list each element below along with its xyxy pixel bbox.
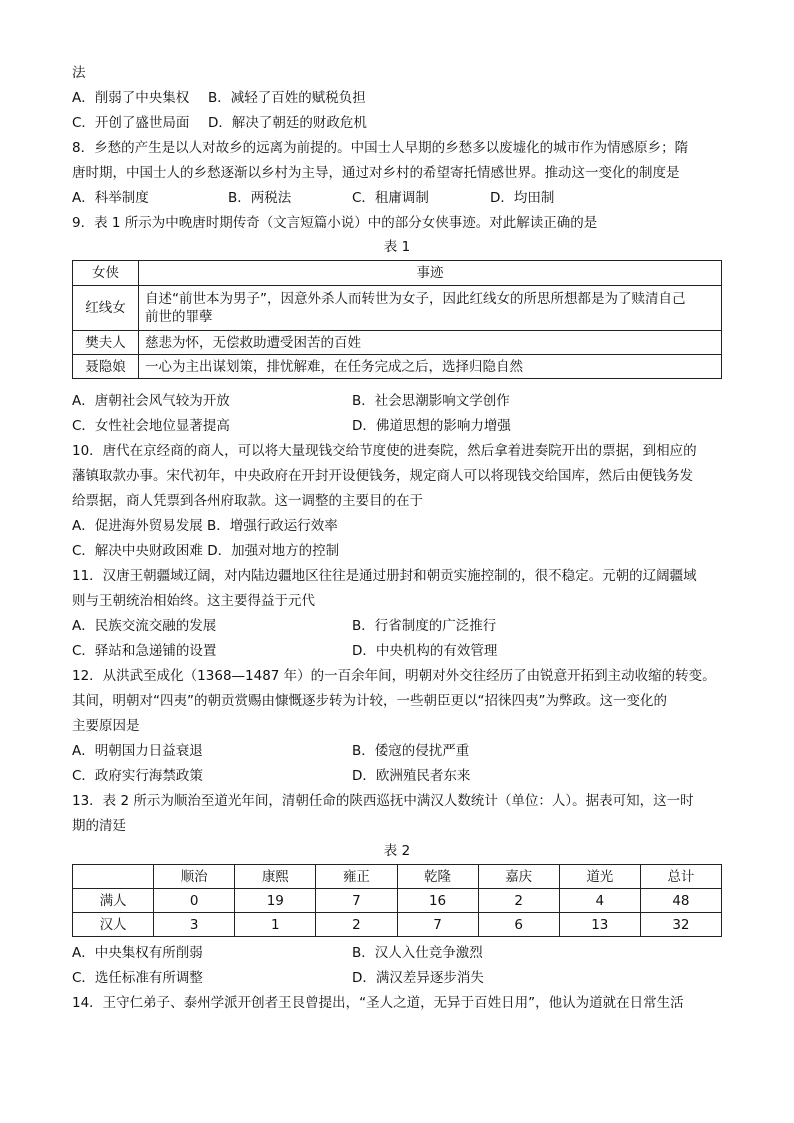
table1-deed-cell: 慈悲为怀，无偿救助遭受困苦的百姓 (139, 331, 722, 355)
q13-stem-line2: 期的清廷 (72, 818, 126, 834)
q10-stem-line1: 10．唐代在京经商的商人，可以将大量现钱交给节度使的进奏院，然后拿着进奏院开出的票据，到相应的 (72, 443, 697, 459)
q8-stem-line2: 唐时期，中国士人的乡愁逐渐以乡村为主导，通过对乡村的希望寄托情感世界。推动这一变化的制度是 (72, 165, 680, 181)
q11-option-a: A．民族交流交融的发展 (72, 618, 217, 634)
q13-option-c: C．选任标准有所调整 (72, 970, 203, 986)
table2-header-cell: 乾隆 (397, 865, 478, 889)
table2-row-han (73, 913, 722, 937)
table1-header-row (73, 261, 722, 286)
q8-option-a: A．科举制度 (72, 190, 149, 206)
q8-option-d: D．均田制 (490, 190, 555, 206)
table1-name-cell: 红线女 (73, 286, 139, 331)
table1-header-cell: 事迹 (139, 261, 722, 286)
table2-cell: 汉人 (73, 913, 154, 937)
q12-stem-line2: 其间，明朝对“四夷”的朝贡赏赐由慷慨逐步转为计较，一些朝臣更以“招徕四夷”为弊政。这一变化的 (72, 693, 667, 709)
q11-option-b: B．行省制度的广泛推行 (352, 618, 497, 634)
table1-caption: 表 1 (383, 239, 411, 255)
table2-cell: 0 (154, 889, 235, 913)
table2-cell: 1 (235, 913, 316, 937)
table2-cell: 2 (316, 913, 397, 937)
table2-cell: 6 (478, 913, 559, 937)
table2-caption: 表 2 (383, 843, 411, 859)
q8-option-b: B．两税法 (228, 190, 292, 206)
q12-option-a: A．明朝国力日益衰退 (72, 743, 203, 759)
table2-cell: 48 (640, 889, 721, 913)
table2-cell: 7 (316, 889, 397, 913)
q13-option-d: D．满汉差异逐步消失 (352, 970, 484, 986)
table1-name-cell: 樊夫人 (73, 331, 139, 355)
q12-stem-line1: 12．从洪武至成化（1368—1487 年）的一百余年间，明朝对外交往经历了由锐意开拓到主动收缩的转变。 (72, 668, 716, 684)
table2-cell: 16 (397, 889, 478, 913)
q9-stem: 9．表 1 所示为中晚唐时期传奇（文言短篇小说）中的部分女侠事迹。对此解读正确的是 (72, 215, 598, 231)
table2-header-cell (73, 865, 154, 889)
table2-cell: 7 (397, 913, 478, 937)
table2 (72, 864, 722, 937)
table1-deed-cell (139, 286, 722, 331)
q12-stem-line3: 主要原因是 (72, 718, 140, 734)
q8-option-c: C．租庸调制 (352, 190, 429, 206)
q7-tail: 法 (72, 65, 86, 81)
table2-cell: 满人 (73, 889, 154, 913)
q11-stem-line1: 11．汉唐王朝疆域辽阔，对内陆边疆地区往往是通过册封和朝贡实施控制的，很不稳定。元朝的辽阔疆域 (72, 568, 697, 584)
q13-option-b: B．汉人入仕竞争激烈 (352, 945, 483, 961)
q7-option-c: C．开创了盛世局面 (72, 115, 190, 131)
table1-row (73, 286, 722, 331)
q13-option-a: A．中央集权有所削弱 (72, 945, 203, 961)
q9-option-c: C．女性社会地位显著提高 (72, 418, 230, 434)
table1-name-cell: 聂隐娘 (73, 355, 139, 379)
q12-option-b: B．倭寇的侵扰严重 (352, 743, 470, 759)
table1-header-cell: 女侠 (73, 261, 139, 286)
q10-stem-line3: 给票据，商人凭票到各州府取款。这一调整的主要目的在于 (72, 493, 423, 509)
q14-stem-line1: 14．王守仁弟子、泰州学派开创者王艮曾提出，“圣人之道，无异于百姓日用”，他认为道就在日常生活 (72, 995, 684, 1011)
table1-deed-text: 前世的罪孽 (145, 309, 213, 325)
q10-options-ab: A．促进海外贸易发展 B．增强行政运行效率 (72, 518, 338, 534)
q10-stem-line2: 藩镇取款办事。宋代初年，中央政府在开封开设便钱务，规定商人可以将现钱交给国库，然后由便钱务发 (72, 468, 693, 484)
q10-options-cd: C．解决中央财政困难 D．加强对地方的控制 (72, 543, 340, 559)
table2-cell: 3 (154, 913, 235, 937)
q13-stem-line1: 13．表 2 所示为顺治至道光年间，清朝任命的陕西巡抚中满汉人数统计（单位：人）。据表可知，这一时 (72, 793, 694, 809)
table2-cell: 13 (559, 913, 640, 937)
table2-header-cell: 总计 (640, 865, 721, 889)
table2-header-cell: 道光 (559, 865, 640, 889)
q7-option-a: A．削弱了中央集权 (72, 90, 190, 106)
table2-cell: 19 (235, 889, 316, 913)
table1 (72, 260, 722, 379)
table1-row (73, 355, 722, 379)
q11-stem-line2: 则与王朝统治相始终。这主要得益于元代 (72, 593, 315, 609)
table2-cell: 4 (559, 889, 640, 913)
q12-option-c: C．政府实行海禁政策 (72, 768, 203, 784)
table2-header-cell: 顺治 (154, 865, 235, 889)
table2-cell: 2 (478, 889, 559, 913)
q12-option-d: D．欧洲殖民者东来 (352, 768, 471, 784)
q9-option-d: D．佛道思想的影响力增强 (352, 418, 511, 434)
table2-header-cell: 康熙 (235, 865, 316, 889)
table2-row-manchu (73, 889, 722, 913)
q11-option-c: C．驿站和急递铺的设置 (72, 643, 217, 659)
table2-header-cell: 雍正 (316, 865, 397, 889)
table1-deed-cell: 一心为主出谋划策，排忧解难，在任务完成之后，选择归隐自然 (139, 355, 722, 379)
q9-option-a: A．唐朝社会风气较为开放 (72, 393, 230, 409)
table2-header-row (73, 865, 722, 889)
table1-deed-text: 自述“前世本为男子”，因意外杀人而转世为女子，因此红线女的所思所想都是为了赎清自己 (145, 291, 686, 307)
q9-option-b: B．社会思潮影响文学创作 (352, 393, 510, 409)
table1-row (73, 331, 722, 355)
q7-option-b: B．减轻了百姓的赋税负担 (208, 90, 366, 106)
q11-option-d: D．中央机构的有效管理 (352, 643, 498, 659)
table2-header-cell: 嘉庆 (478, 865, 559, 889)
q7-option-d: D．解决了朝廷的财政危机 (208, 115, 367, 131)
table2-cell: 32 (640, 913, 721, 937)
q8-stem-line1: 8．乡愁的产生是以人对故乡的远离为前提的。中国士人早期的乡愁多以废墟化的城市作为情感原乡；隋 (72, 140, 689, 156)
